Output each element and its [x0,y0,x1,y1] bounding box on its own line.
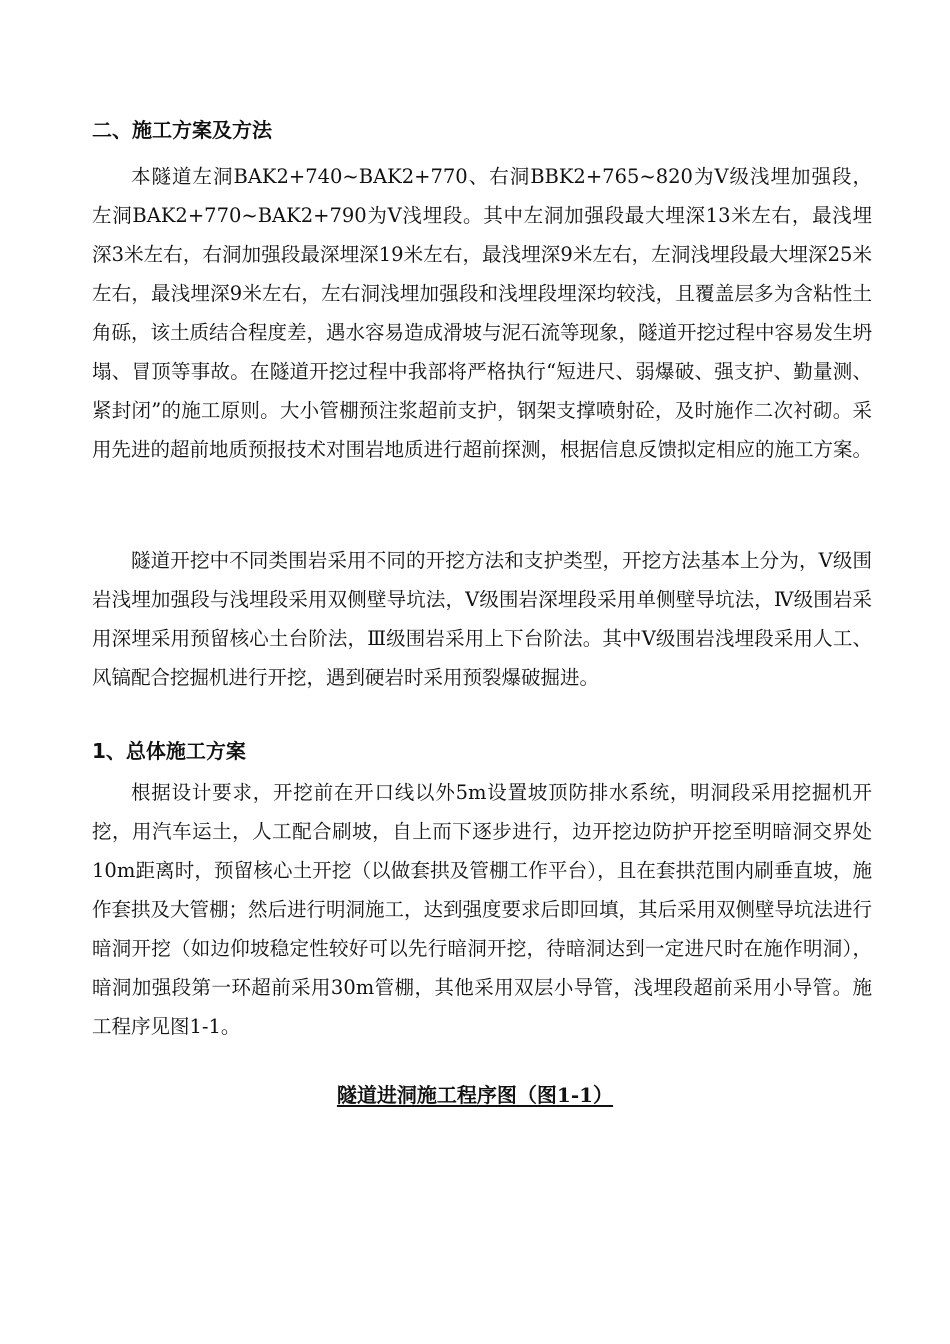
figure-caption-container [0,1081,950,1109]
paragraph-overview: 本隧道左洞BAK2+740~BAK2+770、右洞BBK2+765~820为Ⅴ级浅埋加强段，左洞BAK2+770~BAK2+790为Ⅴ浅埋段。其中左洞加强段最大埋深13米左右，最浅埋深3米左右，右洞加强段最深埋深19米左右，最浅埋深9米左右，左洞浅埋段最大埋深25米左右，最浅埋深9米左右，左右洞浅埋加强段和浅埋段埋深均较浅，且覆盖层多为含粘性土角砾，该土质结合程度差，遇水容易造成滑坡与泥石流等现象，隧道开挖过程中容易发生坍塌、冒顶等事故。在隧道开挖过程中我部将严格执行“短进尺、弱爆破、强支护、勤量测、紧封闭”的施工原则。大小管棚预注浆超前支护，钢架支撑喷射砼，及时施作二次衬砌。采用先进的超前地质预报技术对围岩地质进行超前探测，根据信息反馈拟定相应的施工方案。 [92,165,873,461]
paragraph-excavation-methods: 隧道开挖中不同类围岩采用不同的开挖方法和支护类型，开挖方法基本上分为，Ⅴ级围岩浅埋加强段与浅埋段采用双侧壁导坑法，Ⅴ级围岩深埋段采用单侧壁导坑法，Ⅳ级围岩采用深埋采用预留核心土台阶法，Ⅲ级围岩采用上下台阶法。其中Ⅴ级围岩浅埋段采用人工、风镐配合挖掘机进行开挖，遇到硬岩时采用预裂爆破掘进。 [92,549,872,689]
section-heading: 二、施工方案及方法 [92,118,272,142]
paragraph-overall-plan: 根据设计要求，开挖前在开口线以外5m设置坡顶防排水系统，明洞段采用挖掘机开挖，用汽车运土，人工配合刷坡，自上而下逐步进行，边开挖边防护开挖至明暗洞交界处10m距离时，预留核心土开挖（以做套拱及管棚工作平台），且在套拱范围内刷垂直坡，施作套拱及大管棚；然后进行明洞施工，达到强度要求后即回填，其后采用双侧壁导坑法进行暗洞开挖（如边仰坡稳定性较好可以先行暗洞开挖，待暗洞达到一定进尺时在施作明洞），暗洞加强段第一环超前采用30m管棚，其他采用双层小导管，浅埋段超前采用小导管。施工程序见图1-1。 [92,781,873,1038]
figure-caption: 隧道进洞施工程序图（图1-1） [336,1083,614,1107]
sub-heading: 1、总体施工方案 [92,739,246,763]
